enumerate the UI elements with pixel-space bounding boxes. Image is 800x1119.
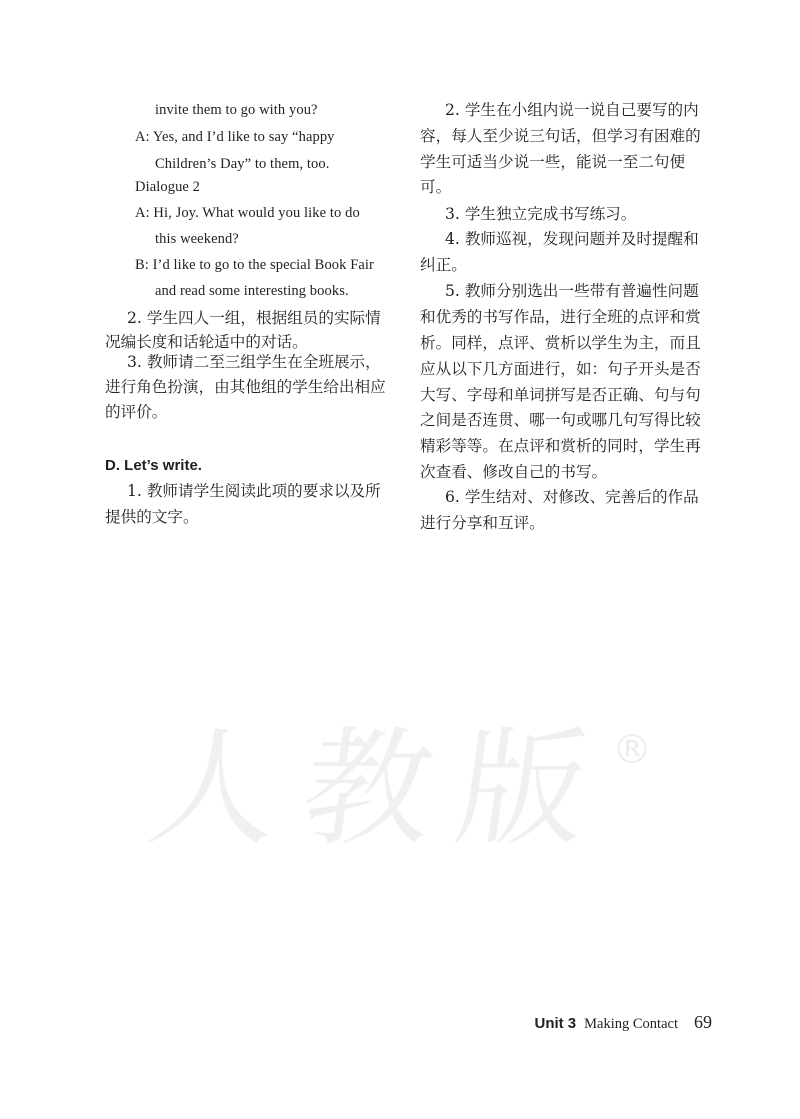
- page-number: 69: [694, 1012, 712, 1032]
- step-3-line: 进行角色扮演，由其他组的学生给出相应: [105, 378, 386, 396]
- right-step-2-line: 学生可适当少说一些，能说一至二句便: [420, 153, 686, 171]
- dialogue-1-line: Children’s Day” to them, too.: [155, 156, 330, 172]
- right-step-5-line: 大写、字母和单词拼写是否正确、句与句: [420, 386, 701, 404]
- right-step-4-line: 4. 教师巡视，发现问题并及时提醒和: [445, 230, 699, 248]
- step-2-line: 2. 学生四人一组，根据组员的实际情: [127, 309, 381, 327]
- right-step-5-line: 5. 教师分别选出一些带有普遍性问题: [445, 282, 699, 300]
- dialogue-1-line: A: Yes, and I’d like to say “happy: [135, 129, 335, 145]
- footer-unit-label: Unit 3: [534, 1015, 577, 1032]
- right-step-5-line: 析。同样，点评、赏析以学生为主，而且: [420, 334, 701, 352]
- right-step-5-line: 精彩等等。在点评和赏析的同时，学生再: [420, 437, 701, 455]
- right-step-6-line: 6. 学生结对、对修改、完善后的作品: [445, 488, 699, 506]
- right-step-4-line: 纠正。: [420, 256, 467, 274]
- dialogue-2-title: Dialogue 2: [135, 179, 201, 195]
- right-step-5-line: 次查看、修改自己的书写。: [420, 463, 608, 481]
- dialogue-2-line: A: Hi, Joy. What would you like to do: [135, 205, 360, 221]
- dialogue-1-line: invite them to go with you?: [155, 102, 318, 118]
- right-step-2-line: 可。: [420, 178, 452, 196]
- step-3-line: 的评价。: [105, 403, 168, 421]
- registered-mark: ®: [612, 727, 652, 773]
- step-2-line: 况编长度和话轮适中的对话。: [105, 333, 308, 351]
- right-step-2-line: 2. 学生在小组内说一说自己要写的内: [445, 101, 699, 119]
- publisher-watermark: 人教版: [139, 715, 623, 864]
- right-step-5-line: 应从以下几方面进行，如：句子开头是否: [420, 360, 701, 378]
- section-d-step-1-line: 1. 教师请学生阅读此项的要求以及所: [127, 482, 381, 500]
- right-step-3-line: 3. 学生独立完成书写练习。: [445, 205, 637, 223]
- step-3-line: 3. 教师请二至三组学生在全班展示，: [127, 353, 381, 371]
- dialogue-2-line: this weekend?: [155, 231, 239, 247]
- right-step-5-line: 和优秀的书写作品，进行全班的点评和赏: [420, 308, 701, 326]
- page-footer: [534, 1010, 712, 1034]
- right-step-5-line: 之间是否连贯、哪一句或哪几句写得比较: [420, 411, 701, 429]
- right-step-2-line: 容，每人至少说三句话，但学习有困难的: [420, 127, 701, 145]
- dialogue-2-line: B: I’d like to go to the special Book Fair: [135, 257, 374, 273]
- section-d-title: D. Let’s write.: [105, 457, 202, 474]
- section-d-step-1-line: 提供的文字。: [105, 508, 199, 526]
- dialogue-2-line: and read some interesting books.: [155, 283, 349, 299]
- footer-unit-title: Making Contact: [584, 1016, 678, 1032]
- right-step-6-line: 进行分享和互评。: [420, 514, 545, 532]
